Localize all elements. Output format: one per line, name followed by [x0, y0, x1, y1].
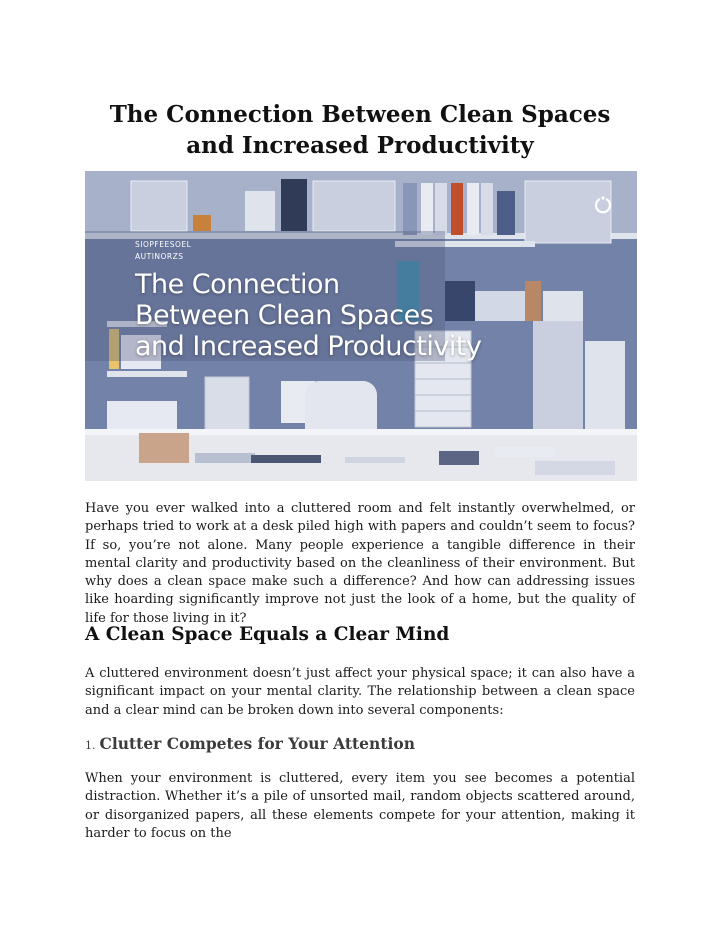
subsection-number: 1.: [85, 739, 96, 752]
document-page: [85, 0, 635, 841]
section-intro-paragraph: A cluttered environment doesn’t just affect your physical space; it can also have a significant impact on your mental clarity. The relationship between a clean space and a clear mind can be broken down into several components:: [85, 666, 635, 718]
intro-paragraph: Have you ever walked into a cluttered room and felt instantly overwhelmed, or perhaps tried to work at a desk piled high with papers and couldn’t seem to focus? If so, you’re not alone. Many people experience a tangible difference in their mental clarity and productivity based on the cleanliness of their environment. But why does a clean space make such a difference? And how can addressing issues like hoarding significantly improve not just the look of a home, but the quality of life for those living in it?: [85, 501, 635, 626]
subsection-paragraph: When your environment is cluttered, every item you see becomes a potential distraction. Whether it’s a pile of unsorted mail, random objects scattered around, or disorganized papers, all these elements compete for your attention, making it harder to focus on the: [85, 771, 635, 841]
power-icon: [593, 195, 613, 215]
page-title: The Connection Between Clean Spaces and Increased Productivity: [109, 101, 611, 159]
subsection-heading: [85, 734, 415, 753]
hero-brand-text: SIOPFEESOEL AUTINORZS: [135, 240, 192, 261]
subsection-title: Clutter Competes for Your Attention: [99, 734, 415, 753]
section-heading: A Clean Space Equals a Clear Mind: [85, 624, 450, 645]
hero-image: [85, 171, 637, 481]
hero-headline: The Connection Between Clean Spaces and Increased Productivity: [135, 269, 482, 362]
